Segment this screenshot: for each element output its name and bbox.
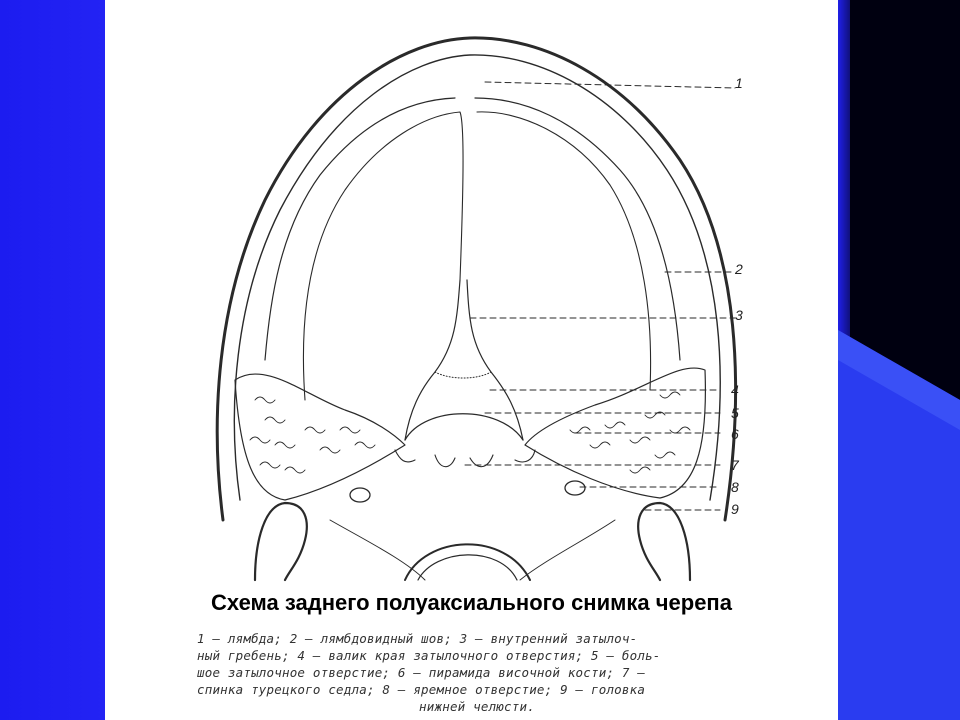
- mandible-head-right: [638, 503, 690, 580]
- slide-title: Схема заднего полуаксиального снимка черепа: [211, 590, 732, 615]
- foramen-magnum-rim: [405, 414, 523, 440]
- atlas-arch: [405, 544, 530, 580]
- callout-5: 5: [731, 405, 739, 421]
- callout-9: 9: [731, 501, 739, 517]
- callout-6: 6: [731, 426, 739, 442]
- figure-legend: [197, 630, 757, 715]
- lambdoid-suture: [265, 98, 680, 360]
- legend-line: 1 — лямбда; 2 — лямбдовидный шов; 3 — внутренний затылоч-: [197, 631, 638, 646]
- jugular-foramen-left: [350, 488, 370, 502]
- legend-line: ный гребень; 4 — валик края затылочного отверстия; 5 — боль-: [197, 648, 661, 663]
- slide: [105, 0, 838, 720]
- legend-line: нижней челюсти.: [419, 699, 535, 714]
- petrous-pyramid-left: [235, 374, 405, 500]
- callout-8: 8: [731, 479, 739, 495]
- callout-3: 3: [735, 307, 743, 323]
- background-left: [0, 0, 105, 720]
- internal-occipital-crest: [405, 280, 460, 440]
- callout-7: 7: [731, 457, 739, 473]
- callout-4: 4: [731, 382, 739, 398]
- legend-line: шое затылочное отверстие; 6 — пирамида височной кости; 7 —: [197, 665, 646, 680]
- callout-1: 1: [735, 75, 743, 91]
- background-blue-wedge: [838, 0, 960, 720]
- callout-2: 2: [735, 261, 743, 277]
- jugular-foramen-right: [565, 481, 585, 495]
- mandible-head-left: [255, 503, 307, 580]
- legend-line: спинка турецкого седла; 8 — яремное отверстие; 9 — головка: [197, 682, 646, 697]
- skull-outer-contour: [217, 38, 735, 520]
